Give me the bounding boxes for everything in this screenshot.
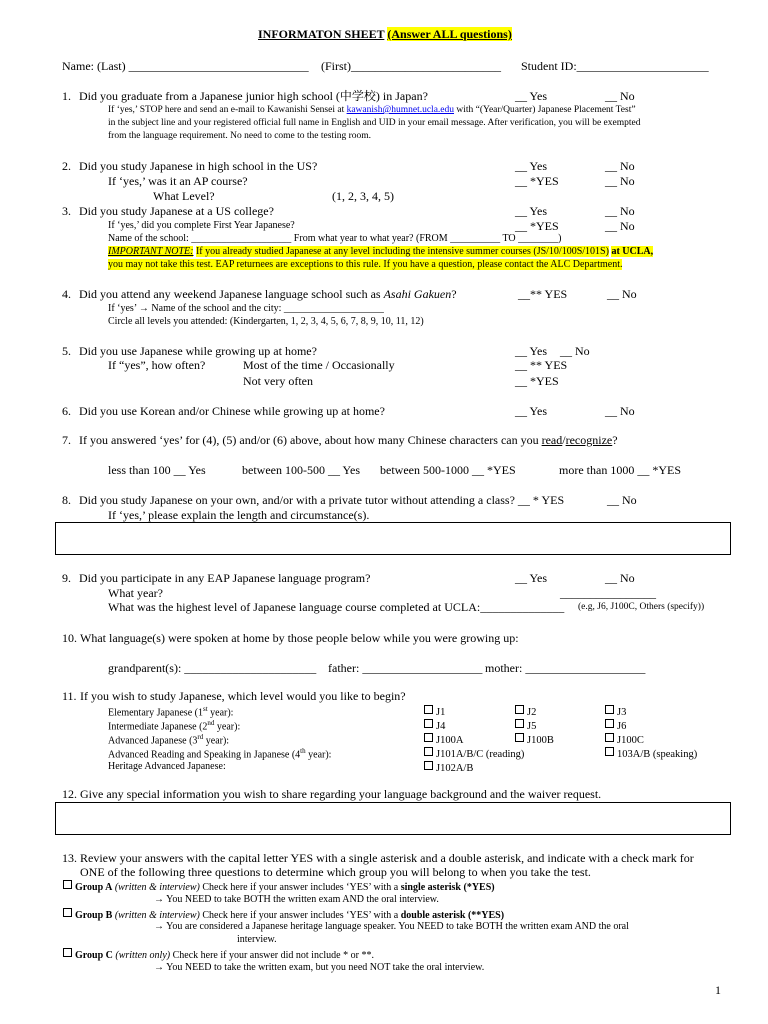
group-a-mode: (written & interview)	[114, 882, 200, 893]
checkbox-icon[interactable]	[515, 719, 524, 728]
q13-text-line2: ONE of the following three questions to determine which group you will belong to when you take the test.	[80, 865, 591, 879]
q2-sub2: What Level?	[153, 189, 215, 203]
q12-number: 12.	[62, 787, 77, 801]
q3-important-line1	[108, 247, 653, 257]
q1-number: 1.	[62, 89, 71, 103]
q4-question	[79, 288, 457, 300]
q2-sub1: If ‘yes,’ was it an AP course?	[108, 174, 248, 188]
q3-important-label: IMPORTANT NOTE:	[108, 246, 194, 257]
q3-important-text2: you may not take this test. EAP returnees are exceptions to this rule. If you have a question, please contact the ALC Department.	[108, 259, 623, 270]
q9-no: __ No	[605, 571, 635, 585]
q8-number: 8.	[62, 493, 71, 507]
q8-no: __ No	[607, 493, 637, 507]
q3-important-ucla: at UCLA,	[611, 246, 654, 257]
q3-question: Did you study Japanese at a US college?	[79, 204, 274, 218]
q1-note-line1	[108, 106, 636, 116]
q5-freq1: Most of the time / Occasionally	[243, 358, 395, 372]
group-c-text: Check here if your answer did not include * or **.	[172, 950, 374, 961]
group-a-name: Group A	[75, 882, 113, 893]
checkbox-icon[interactable]	[424, 719, 433, 728]
q11-level-label: Elementary Japanese (1st year):	[108, 705, 234, 719]
checkbox-icon[interactable]	[63, 880, 72, 889]
q6-yes: __ Yes	[515, 404, 548, 418]
q3-yes: __ Yes	[515, 204, 548, 218]
group-c-name: Group C	[75, 950, 113, 961]
q4-number: 4.	[62, 287, 71, 301]
q11-option-j100a[interactable]: J100A	[424, 734, 463, 747]
q7-recognize: recognize	[565, 433, 613, 447]
checkbox-icon[interactable]	[605, 705, 614, 714]
q2-yes: __ Yes	[515, 159, 548, 173]
checkbox-icon[interactable]	[63, 948, 72, 957]
q1-question: Did you graduate from a Japanese junior high school (中学校) in Japan?	[79, 89, 428, 103]
q2-levels: (1, 2, 3, 4, 5)	[332, 189, 394, 203]
checkbox-icon[interactable]	[63, 908, 72, 917]
q10-number: 10.	[62, 631, 77, 645]
q6-question: Did you use Korean and/or Chinese while growing up at home?	[79, 404, 385, 418]
q10-question: What language(s) were spoken at home by those people below while you were growing up:	[80, 631, 519, 645]
q5-freq1-yes: __ ** YES	[515, 358, 568, 372]
q3-sub1-no: __ No	[605, 219, 635, 233]
group-b-bold: double asterisk (**YES)	[400, 910, 505, 921]
q3-important-text1: If you already studied Japanese at any level including the intensive summer courses (JS/10/100S/101S)	[195, 246, 609, 257]
q11-option-j100c[interactable]: J100C	[605, 734, 644, 747]
q3-important-line2	[108, 260, 622, 270]
q9-sub2-note: (e.g, J6, J100C, Others (specify))	[578, 602, 705, 612]
q5-question: Did you use Japanese while growing up at home?	[79, 344, 317, 358]
checkbox-icon[interactable]	[424, 761, 433, 770]
q7-option-1: less than 100 __ Yes	[108, 463, 206, 477]
q11-option-j101[interactable]: J101A/B/C (reading)	[424, 748, 524, 761]
q7-question	[79, 434, 618, 446]
q5-sub1: If “yes”, how often?	[108, 358, 206, 372]
q5-number: 5.	[62, 344, 71, 358]
checkbox-icon[interactable]	[424, 705, 433, 714]
q11-option-j3[interactable]: J3	[605, 706, 626, 719]
q7-text-pre: If you answered ‘yes’ for (4), (5) and/or (6) above, about how many Chinese characters can you	[79, 433, 539, 447]
q6-number: 6.	[62, 404, 71, 418]
q7-slash: /	[562, 433, 566, 447]
q11-option-j4[interactable]: J4	[424, 720, 445, 733]
q3-number: 3.	[62, 204, 71, 218]
q6-no: __ No	[605, 404, 635, 418]
q11-question: If you wish to study Japanese, which level would you like to begin?	[80, 689, 406, 703]
group-b-text: Check here if your answer includes ‘YES’ with a	[202, 910, 399, 921]
name-first-field: (First)_________________________	[321, 59, 501, 73]
q4-school-name: Asahi Gakuen	[383, 287, 452, 301]
q5-no: __ No	[560, 344, 590, 358]
checkbox-icon[interactable]	[605, 733, 614, 742]
q13-group-b-sub2: interview.	[237, 934, 277, 945]
q5-yes: __ Yes	[515, 344, 548, 358]
q11-level-label: Advanced Reading and Speaking in Japanese (4th year):	[108, 747, 332, 761]
q1-email-link[interactable]: kawanish@humnet.ucla.edu	[346, 105, 455, 115]
checkbox-icon[interactable]	[424, 747, 433, 756]
q9-year-line: ________________	[560, 586, 656, 600]
student-id-field: Student ID:______________________	[521, 59, 709, 73]
title-text: INFORMATON SHEET	[258, 27, 385, 41]
q3-sub1-yes: __ *YES	[515, 219, 559, 233]
q13-group-a-sub: → You NEED to take BOTH the written exam AND the oral interview.	[154, 894, 439, 905]
q1-note-pre: If ‘yes,’ STOP here and send an e-mail to Kawanishi Sensei at	[108, 105, 345, 115]
q3-no: __ No	[605, 204, 635, 218]
group-a-bold: single asterisk (*YES)	[400, 882, 495, 893]
q10-grandparents: grandparent(s): ______________________	[108, 661, 317, 675]
page-title	[258, 28, 512, 40]
q2-no: __ No	[605, 159, 635, 173]
q11-option-j5[interactable]: J5	[515, 720, 536, 733]
q13-group-c	[63, 949, 374, 961]
q13-group-b	[63, 909, 504, 921]
group-b-mode: (written & interview)	[114, 910, 200, 921]
checkbox-icon[interactable]	[605, 719, 614, 728]
q4-no: __ No	[607, 287, 637, 301]
q1-yes: __ Yes	[515, 89, 548, 103]
q7-option-2: between 100-500 __ Yes	[242, 463, 360, 477]
q7-option-4: more than 1000 __ *YES	[559, 463, 681, 477]
q4-text-pre: Did you attend any weekend Japanese language school such as	[79, 287, 381, 301]
checkbox-icon[interactable]	[605, 747, 614, 756]
q11-level-label: Heritage Advanced Japanese:	[108, 761, 226, 772]
q7-option-3: between 500-1000 __ *YES	[380, 463, 516, 477]
q11-level-label: Advanced Japanese (3rd year):	[108, 733, 230, 747]
q11-option-j2[interactable]: J2	[515, 706, 536, 719]
q1-note-line3: from the language requirement. No need to come to the testing room.	[108, 131, 372, 141]
q1-no: __ No	[605, 89, 635, 103]
q7-text-post: ?	[612, 433, 618, 447]
checkbox-icon[interactable]	[424, 733, 433, 742]
q8-question: Did you study Japanese on your own, and/or with a private tutor without attending a class? __ * YES	[79, 493, 565, 507]
q7-number: 7.	[62, 433, 71, 447]
q9-question: Did you participate in any EAP Japanese language program?	[79, 571, 371, 585]
q1-note-line2: in the subject line and your registered official full name in English and UID in your email message. After verification, you will be exempted	[108, 118, 641, 128]
q9-number: 9.	[62, 571, 71, 585]
q11-level-label: Intermediate Japanese (2nd year):	[108, 719, 241, 733]
q9-sub2: What was the highest level of Japanese language course completed at UCLA:______________	[108, 600, 565, 614]
group-c-mode: (written only)	[115, 950, 171, 961]
q3-sub2: Name of the school: ____________________ From what year to what year? (FROM __________ TO ________)	[108, 233, 562, 244]
q13-group-b-sub1: → You are considered a Japanese heritage language speaker. You NEED to take BOTH the written exam AND the oral	[154, 921, 629, 932]
q12-question: Give any special information you wish to share regarding your language background and the waiver request.	[80, 787, 602, 801]
q4-yes: __** YES	[518, 287, 568, 301]
q2-number: 2.	[62, 159, 71, 173]
q5-freq2: Not very often	[243, 374, 313, 388]
q11-option-j6[interactable]: J6	[605, 720, 626, 733]
checkbox-icon[interactable]	[515, 733, 524, 742]
q7-read: read	[541, 433, 563, 447]
q8-sub1: If ‘yes,’ please explain the length and circumstance(s).	[108, 508, 370, 522]
q11-number: 11.	[62, 689, 77, 703]
q11-option-j100b[interactable]: J100B	[515, 734, 554, 747]
q9-sub1: What year?	[108, 586, 163, 600]
group-a-text: Check here if your answer includes ‘YES’ with a	[202, 882, 399, 893]
q2-sub1-yes: __ *YES	[515, 174, 559, 188]
page-number: 1	[715, 983, 721, 997]
q10-father: father: ____________________	[328, 661, 483, 675]
q8-answer-box[interactable]	[55, 522, 731, 555]
q4-sub1: If ‘yes’ → Name of the school and the city: ____________________	[108, 303, 384, 314]
q5-freq2-yes: __ *YES	[515, 374, 559, 388]
q4-sub2: Circle all levels you attended: (Kindergarten, 1, 2, 3, 4, 5, 6, 7, 8, 9, 10, 11, 12)	[108, 316, 424, 327]
q12-answer-box[interactable]	[55, 802, 731, 835]
q11-option-103[interactable]: 103A/B (speaking)	[605, 748, 697, 761]
checkbox-icon[interactable]	[515, 705, 524, 714]
q9-yes: __ Yes	[515, 571, 548, 585]
group-b-name: Group B	[75, 910, 113, 921]
q3-sub1: If ‘yes,’ did you complete First Year Japanese?	[108, 220, 295, 231]
q2-sub1-no: __ No	[605, 174, 635, 188]
q4-text-post: ?	[451, 287, 457, 301]
name-last-field: Name: (Last) ______________________________	[62, 59, 309, 73]
q13-group-c-sub: → You NEED to take the written exam, but you need NOT take the oral interview.	[154, 962, 485, 973]
q13-text-line1: Review your answers with the capital letter YES with a single asterisk and a double asterisk, and indicate with a check mark for	[80, 851, 694, 865]
q10-mother: mother: ____________________	[485, 661, 646, 675]
q13-group-a	[63, 881, 495, 893]
q11-option-j1[interactable]: J1	[424, 706, 445, 719]
title-note: (Answer ALL questions)	[387, 27, 512, 41]
q11-option-j102[interactable]: J102A/B	[424, 762, 473, 775]
q1-note-post: with “(Year/Quarter) Japanese Placement Test”	[456, 105, 636, 115]
q13-number: 13.	[62, 851, 77, 865]
q2-question: Did you study Japanese in high school in the US?	[79, 159, 318, 173]
